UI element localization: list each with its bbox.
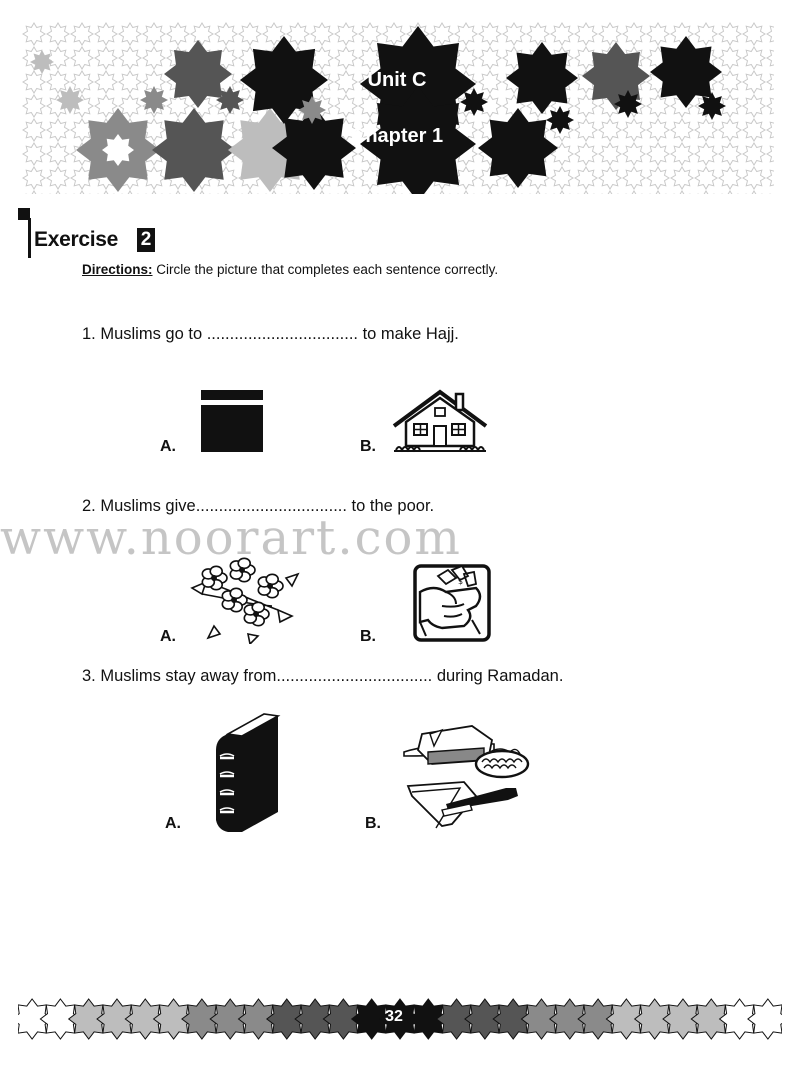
lattice-star [47,143,69,165]
lattice-star [767,119,774,141]
banner-small-star [56,86,84,114]
lattice-star [119,71,141,93]
lattice-star [95,71,117,93]
lattice-star [191,23,213,45]
flower-petal [266,574,278,584]
kaaba-icon[interactable] [198,388,266,459]
lattice-star [527,23,549,45]
question-1-option-b-letter: B. [360,438,376,455]
lattice-star [47,167,69,189]
directions-text: Circle the picture that completes each sentence correctly. [152,262,499,277]
question-3-option-a-letter: A. [165,815,181,832]
flower-center [268,584,272,588]
money-in-hand-icon[interactable] [412,562,492,649]
lattice-star [647,95,669,117]
lattice-star [47,47,69,69]
lattice-star [47,119,69,141]
lattice-star [359,23,381,45]
house-icon[interactable] [390,386,490,459]
lattice-star [503,23,525,45]
lattice-star [383,191,405,194]
lattice-star [527,191,549,194]
lattice-star [551,167,573,189]
food-icon[interactable] [398,722,532,843]
banner-small-star [216,86,244,114]
lattice-star [167,95,189,117]
lattice-star [311,191,333,194]
lattice-star [743,71,765,93]
lattice-star [167,23,189,45]
flower-center [240,568,244,572]
lattice-star [719,71,741,93]
lattice-star [143,23,165,45]
directions-label: Directions: [82,262,153,277]
lattice-star [719,191,741,194]
lattice-star [23,191,45,194]
lattice-star [23,23,45,45]
lattice-star [743,143,765,165]
exercise-label: Exercise [34,228,119,251]
header-banner [22,22,774,194]
lattice-star [239,23,261,45]
lattice-star [479,47,501,69]
lattice-star [623,23,645,45]
lattice-star [671,191,693,194]
lattice-star [575,23,597,45]
lattice-star [263,191,285,194]
lattice-star [287,23,309,45]
lattice-star [599,167,621,189]
lattice-star [767,23,774,45]
flower-center [232,598,236,602]
lattice-star [119,47,141,69]
lattice-star [767,143,774,165]
lattice-star [23,167,45,189]
question-2-option-b-letter: B. [360,628,376,645]
lattice-star [335,23,357,45]
lattice-star [143,191,165,194]
flower-petal [230,588,242,598]
lattice-star [215,23,237,45]
lattice-star [383,23,405,45]
question-3: 3. Muslims stay away from.................................. during Ramadan. [82,667,564,685]
exercise-heading [18,208,218,256]
lattice-star [71,191,93,194]
lattice-star [719,143,741,165]
lattice-star [647,23,669,45]
lattice-star [359,191,381,194]
lattice-star [167,191,189,194]
lattice-star [767,71,774,93]
banner-star [506,42,578,114]
lattice-star [671,143,693,165]
lattice-star [647,167,669,189]
lattice-star [119,191,141,194]
lattice-star [359,47,381,69]
lattice-star [695,119,717,141]
lattice-star [695,143,717,165]
question-1: 1. Muslims go to ................................. to make Hajj. [82,325,459,343]
lattice-star [575,167,597,189]
lattice-star [743,47,765,69]
lattice-star [455,191,477,194]
lattice-star [575,143,597,165]
banner-small-star [698,92,726,120]
lattice-star [623,143,645,165]
lattice-star [215,191,237,194]
lattice-star [719,23,741,45]
banner-small-star [460,88,488,116]
lattice-star [671,119,693,141]
lattice-star [623,191,645,194]
lattice-star [767,47,774,69]
lattice-star [575,119,597,141]
banner-small-star [546,106,574,134]
flower-center [212,576,216,580]
chapter-title: Chapter 1 [350,125,444,147]
lattice-star [719,167,741,189]
book-icon[interactable] [206,712,282,839]
lattice-star [335,191,357,194]
lattice-star [335,95,357,117]
banner-small-star [30,50,54,74]
lattice-star [479,95,501,117]
directions [82,262,498,277]
lattice-star [23,119,45,141]
exercise-number: 2 [137,228,155,252]
banner-star [582,42,650,110]
lattice-star [719,119,741,141]
lattice-star [767,95,774,117]
lattice-star [743,191,765,194]
banner-star-center [102,134,134,166]
lattice-star [479,71,501,93]
lattice-star [143,47,165,69]
lattice-star [311,23,333,45]
banner-small-star [140,86,168,114]
banner-small-star [298,96,326,124]
lattice-star [431,191,453,194]
banner-star [152,108,236,192]
lattice-star [47,23,69,45]
lattice-star [599,191,621,194]
lattice-star [647,143,669,165]
lattice-star [455,167,477,189]
lattice-star [479,191,501,194]
lattice-star [479,23,501,45]
lattice-star [431,23,453,45]
lattice-star [71,23,93,45]
lattice-star [599,143,621,165]
banner-small-star [614,90,642,118]
lattice-star [695,191,717,194]
lattice-star [743,119,765,141]
lattice-star [743,95,765,117]
lattice-star [71,47,93,69]
lattice-star [23,71,45,93]
lattice-star [23,143,45,165]
flower-petal [210,566,222,576]
lattice-star [599,23,621,45]
question-3-option-b-letter: B. [365,815,381,832]
question-2-option-a-letter: A. [160,628,176,645]
lattice-star [503,191,525,194]
lattice-star [599,119,621,141]
lattice-star [767,167,774,189]
question-2: 2. Muslims give................................. to the poor. [82,497,435,515]
flower-center [254,612,258,616]
lattice-star [47,191,69,194]
heading-corner-line [28,218,31,258]
lattice-star [767,191,774,194]
lattice-star [287,191,309,194]
page-number: 32 [385,1008,403,1025]
lattice-star [551,191,573,194]
lattice-star [695,23,717,45]
lattice-star [671,167,693,189]
lattice-star [95,23,117,45]
lattice-star [95,47,117,69]
lattice-star [623,119,645,141]
watermark: www.noorart.com [0,510,462,566]
lattice-star [719,47,741,69]
lattice-star [71,71,93,93]
lattice-star [119,23,141,45]
lattice-star [647,119,669,141]
question-1-option-a-letter: A. [160,438,176,455]
flower-petal [252,602,264,612]
lattice-star [623,167,645,189]
lattice-star [743,167,765,189]
unit-title: Unit C [367,69,427,91]
lattice-star [647,191,669,194]
svg-text:$: $ [458,577,464,586]
lattice-star [335,47,357,69]
lattice-star [47,71,69,93]
geometric-star-pattern [22,22,774,194]
lattice-star [551,23,573,45]
lattice-star [455,23,477,45]
lattice-star [359,167,381,189]
lattice-star [239,191,261,194]
lattice-star [575,191,597,194]
lattice-star [743,23,765,45]
lattice-star [695,167,717,189]
lattice-star [23,95,45,117]
lattice-star [455,47,477,69]
lattice-star [95,191,117,194]
